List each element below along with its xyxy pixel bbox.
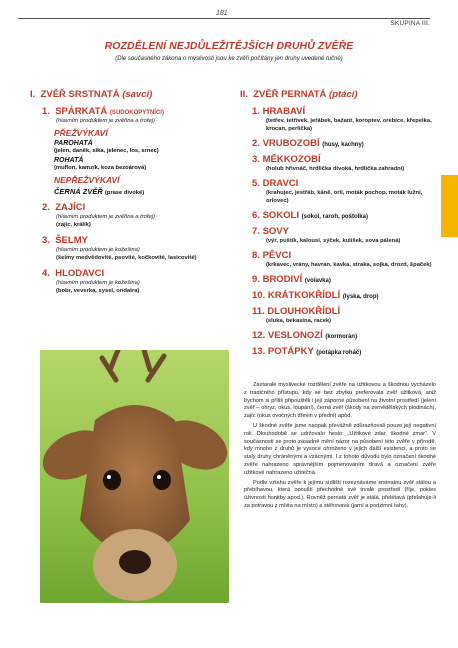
section-number: I. xyxy=(30,89,36,100)
item-list: (holub hřivnáč, hrdlička divoká, hrdlička zahradní) xyxy=(266,166,405,172)
list-item xyxy=(42,202,230,229)
section-paren: (ptáci) xyxy=(329,89,358,100)
item-number: 6. xyxy=(252,210,260,221)
item-note: (hlavním produktem je kožešina) xyxy=(56,247,140,253)
list-item xyxy=(252,250,440,269)
item-hint: (volavka) xyxy=(304,278,331,284)
list-item xyxy=(42,106,230,196)
item-number: 10. xyxy=(252,290,266,301)
item-hint: (potápka roháč) xyxy=(316,350,362,356)
item-number: 1. xyxy=(252,106,260,117)
item-hint: (sokol, raroh, poštolka) xyxy=(301,214,368,220)
page-title: ROZDĚLENÍ NEJDŮLEŽITĚJŠÍCH DRUHŮ ZVĚŘE xyxy=(104,40,354,52)
list-item xyxy=(42,235,230,262)
item-extra: (SUDOKOPYTNÍCI) xyxy=(109,110,164,116)
item-number: 8. xyxy=(252,250,260,261)
item-list: (výr, puštík, kalousi, sýček, kulíšek, sova pálená) xyxy=(266,238,401,244)
item-number: 13. xyxy=(252,346,266,357)
item-name: DRAVCI xyxy=(262,178,299,189)
item-number: 1. xyxy=(42,106,50,117)
item-name: ŠELMY xyxy=(55,235,88,246)
list-item xyxy=(252,346,440,357)
page-subtitle: (Dle současného zákona o myslivosti jsou ke zvěři počítány jen druhy uvedené tučně) xyxy=(115,56,343,62)
list-item xyxy=(252,210,440,221)
item-number: 3. xyxy=(42,235,50,246)
subgroup-heading: PŘEŽVÝKAVÍ xyxy=(54,128,108,138)
item-note: (hlavním produktem je kožešina) xyxy=(56,280,140,286)
item-number: 5. xyxy=(252,178,260,189)
group-label: SKUPINA III. xyxy=(390,20,430,27)
list-item xyxy=(42,268,230,295)
item-name: DLOUHOKŘÍDLÍ xyxy=(267,306,341,317)
subgroup-heading: NEPŘEŽVÝKAVÍ xyxy=(54,175,120,185)
subgroup-name: ROHATÁ xyxy=(54,157,84,164)
list-item xyxy=(252,226,440,245)
item-name: SPÁRKATÁ xyxy=(55,106,108,117)
body-paragraph: Podle vztahu zvěře k jejímu sídlišti rozeznáváme srstnatou zvěř stálou a přebíhavou, která opouští přechodně své trvalé prostředí (říje, pokles úživnosti honitby apod.). Rovněž pernatá zvěř je stálá, přelétavá (přelahuje-li za potravou z místa na místo) a stěhovavá (jarní a podzimní tahy). xyxy=(244,479,436,509)
subgroup xyxy=(54,128,230,196)
page-header xyxy=(18,7,430,27)
item-hint: (kormorán) xyxy=(325,334,358,340)
body-paragraph: U škodné zvěře jsme naopak převážně zdůrazňovali pouze její negativní roli. Dlouhodobě se udržovalo heslo: „Užitkové zdar, škodné zmar“. V současnosti se proto zásadně mění názor na působení této zvěře v přírodě, kdy mnoho z druhů je vysoce ohroženo v jejich další existenci, a proto se staly druhy chráněnými a vzácnými. I z tohoto důvodu bylo označení škodné zvěře nahrazeno správnějším pojmenováním dravá a označení zvěře užitkové nahrazeno užitečná. xyxy=(244,422,436,476)
header-rule xyxy=(18,18,430,19)
right-column xyxy=(240,89,440,362)
list-item xyxy=(252,106,440,133)
item-list: (zajíc, králík) xyxy=(56,222,91,228)
item-list: (šelmy medvědovité, psovité, kočkovité, lasicovité) xyxy=(56,255,197,261)
subgroup-name: PAROHATÁ xyxy=(54,140,93,147)
list-item xyxy=(252,306,440,325)
item-number: 7. xyxy=(252,226,260,237)
item-list: (tetřev, tetřívek, jeřábek, bažant, koroptev, orebice, křepelka, krocan, perlička) xyxy=(266,118,432,132)
list-item xyxy=(252,290,440,301)
item-list: (sluka, bekasina, racek) xyxy=(266,318,332,324)
item-name: VESLONOZÍ xyxy=(267,330,323,341)
subgroup-hint: (prase divoké) xyxy=(104,190,145,196)
item-name: HLODAVCI xyxy=(55,268,105,279)
item-hint: (lyska, drop) xyxy=(342,294,379,300)
item-name: HRABAVÍ xyxy=(262,106,306,117)
item-name: VRUBOZOBÍ xyxy=(262,138,320,149)
item-number: 9. xyxy=(252,274,260,285)
bird-list xyxy=(240,106,440,357)
item-number: 11. xyxy=(252,306,265,317)
section-paren: (savci) xyxy=(122,89,153,100)
list-item xyxy=(252,154,440,173)
left-column xyxy=(30,89,230,300)
item-list: (krahujec, jestřáb, káně, orli, moták pochop, moták lužní, orlovec) xyxy=(266,190,423,204)
list-item xyxy=(252,178,440,205)
subgroup-title: ČERNÁ ZVĚŘ xyxy=(54,187,103,196)
item-hint: (husy, kachny) xyxy=(322,142,364,148)
section-title: ZVĚŘ PERNATÁ xyxy=(253,89,327,100)
section-heading-birds xyxy=(240,89,440,100)
section-number: II. xyxy=(240,89,248,100)
list-item xyxy=(252,330,440,341)
item-number: 3. xyxy=(252,154,260,165)
item-name: SOVY xyxy=(262,226,289,237)
item-note: (hlavním produktem je zvěřina a trofej) xyxy=(56,118,155,124)
item-name: KRÁTKOKŘÍDLÍ xyxy=(267,290,341,301)
item-name: PĚVCI xyxy=(262,250,292,261)
list-item xyxy=(252,274,440,285)
subgroup-name xyxy=(54,187,230,196)
item-list: (bobr, veverka, sysel, ondatra) xyxy=(56,288,140,294)
section-heading-mammals xyxy=(30,89,230,100)
item-note: (hlavním produktem je zvěřina a trofej) xyxy=(56,214,155,220)
item-name: SOKOLI xyxy=(262,210,299,221)
section-title: ZVĚŘ SRSTNATÁ xyxy=(40,89,120,100)
list-item xyxy=(252,138,440,149)
subgroup-list: (jelen, daněk, sika, jelenec, los, srnec) xyxy=(54,148,159,154)
item-number: 12. xyxy=(252,330,266,341)
roe-deer-photo xyxy=(40,350,229,603)
body-paragraph: Zastaralé myslivecké rozdělení zvěře na užitkovou a škodnou vycházelo z tradičního přístupu, kdy se bez zbytku preferovala zvěř užitková, aniž bychom si příliš připouštěli i její záporné působení na životní prostředí (jelení zvěř – ohryz, okus, loupání), černá zvěř (škody na zemědělských plodinách), zajíc (okus ovocných dřevin v přední) apod. xyxy=(244,382,436,420)
item-name: POTÁPKY xyxy=(267,346,314,357)
item-number: 2. xyxy=(252,138,260,149)
item-name: ZAJÍCI xyxy=(55,202,86,213)
item-name: MĚKKOZOBÍ xyxy=(262,154,321,165)
item-list: (krkavec, vrány, havran, kavka, straka, sojka, drozd, špaček) xyxy=(266,262,432,268)
body-text xyxy=(244,382,436,513)
subgroup-list: (muflon, kamzík, koza bezoárová) xyxy=(54,165,147,171)
item-name: BRODIVÍ xyxy=(262,274,303,285)
page-number: 181 xyxy=(213,10,231,17)
chapter-tab xyxy=(441,175,458,237)
item-number: 2. xyxy=(42,202,50,213)
item-number: 4. xyxy=(42,268,50,279)
